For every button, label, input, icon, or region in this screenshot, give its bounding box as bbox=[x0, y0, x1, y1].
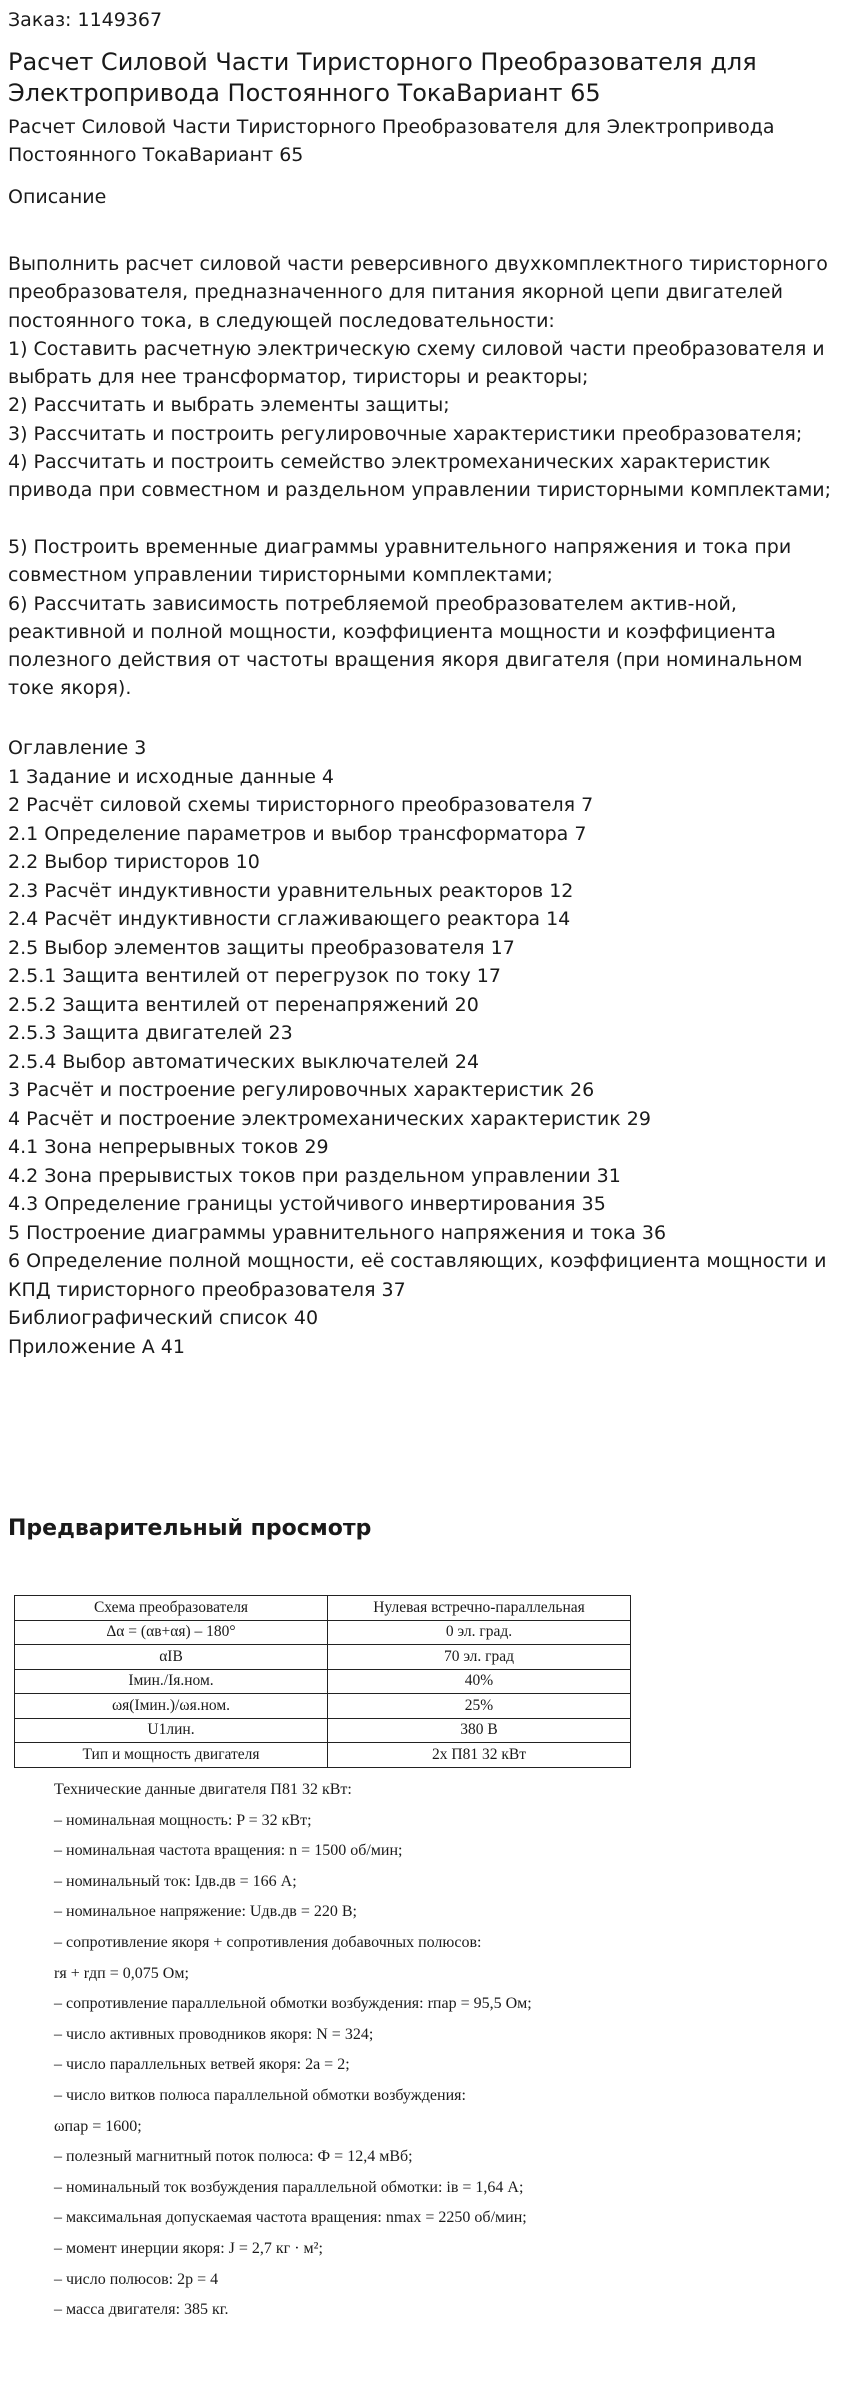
table-cell-param: Iмин./Iя.ном. bbox=[15, 1669, 328, 1694]
toc-item: 2.3 Расчёт индуктивности уравнительных реакторов 12 bbox=[8, 879, 574, 902]
table-cell-value: 2х П81 32 кВт bbox=[328, 1743, 631, 1768]
page-title: Расчет Силовой Части Тиристорного Преобразователя для Электропривода Постоянного ТокаВариант 65 bbox=[8, 48, 757, 107]
motor-spec-line: Технические данные двигателя П81 32 кВт: bbox=[54, 1781, 352, 1798]
motor-spec-line: – номинальное напряжение: Uдв.дв = 220 В; bbox=[54, 1903, 357, 1921]
toc-item: 4.1 Зона непрерывных токов 29 bbox=[8, 1136, 329, 1158]
description-heading: Описание bbox=[8, 186, 107, 208]
table-row bbox=[15, 1743, 631, 1768]
parameters-table bbox=[14, 1595, 631, 1768]
motor-spec-line: – масса двигателя: 385 кг. bbox=[54, 2301, 229, 2319]
description-paragraph: 5) Построить временные диаграммы уравнительного напряжения и тока при совместном управлении тиристорными комплектами; bbox=[8, 535, 792, 587]
toc-item: 4 Расчёт и построение электромеханических характеристик 29 bbox=[8, 1107, 651, 1130]
toc-item: Оглавление 3 bbox=[8, 737, 147, 759]
table-cell-value: 0 эл. град. bbox=[328, 1620, 631, 1645]
table-cell-param: U1лин. bbox=[15, 1718, 328, 1743]
motor-spec-line: – полезный магнитный поток полюса: Ф = 12,4 мВб; bbox=[54, 2148, 413, 2166]
toc-item: 2.5.2 Защита вентилей от перенапряжений 20 bbox=[8, 993, 479, 1016]
table-row bbox=[15, 1620, 631, 1645]
toc-item: Библиографический список 40 bbox=[8, 1307, 319, 1329]
toc-item: 2.5.3 Защита двигателей 23 bbox=[8, 1022, 293, 1044]
motor-spec-line: – номинальная мощность: P = 32 кВт; bbox=[54, 1811, 312, 1829]
toc-item: 1 Задание и исходные данные 4 bbox=[8, 765, 335, 788]
motor-spec-line: – номинальная частота вращения: n = 1500 об/мин; bbox=[54, 1842, 403, 1860]
toc-item: Приложение А 41 bbox=[8, 1335, 185, 1358]
toc-item: 2.5.1 Защита вентилей от перегрузок по току 17 bbox=[8, 965, 501, 987]
motor-spec-line: ωпар = 1600; bbox=[54, 2117, 142, 2135]
motor-spec-line: – момент инерции якоря: J = 2,7 кг · м²; bbox=[54, 2239, 323, 2257]
toc-item: 2.1 Определение параметров и выбор трансформатора 7 bbox=[8, 822, 587, 845]
table-cell-param: Δα = (αв+αя) – 180° bbox=[15, 1620, 328, 1645]
description-paragraph: 4) Рассчитать и построить семейство электромеханических характеристик привода при совместном и раздельном управлении тиристорными комплектами; bbox=[8, 451, 832, 502]
toc-item: 4.3 Определение границы устойчивого инвертирования 35 bbox=[8, 1193, 606, 1215]
description-paragraph: 1) Составить расчетную электрическую схему силовой части преобразователя и выбрать для нее трансформатор, тиристоры и реакторы; bbox=[8, 337, 825, 389]
description-paragraph: 2) Рассчитать и выбрать элементы защиты; bbox=[8, 394, 450, 417]
toc-item: 2.5 Выбор элементов защиты преобразователя 17 bbox=[8, 936, 515, 959]
table-cell-value: 380 В bbox=[328, 1718, 631, 1743]
table-row bbox=[15, 1694, 631, 1719]
description-text bbox=[8, 250, 843, 703]
table-row bbox=[15, 1596, 631, 1621]
table-cell-value: 25% bbox=[328, 1694, 631, 1719]
toc-item: 4.2 Зона прерывистых токов при раздельном управлении 31 bbox=[8, 1164, 621, 1187]
table-cell-value: Нулевая встречно-параллельная bbox=[328, 1596, 631, 1621]
toc-item: 3 Расчёт и построение регулировочных характеристик 26 bbox=[8, 1079, 595, 1101]
motor-spec-line: – число полюсов: 2p = 4 bbox=[54, 2270, 219, 2288]
description-blank bbox=[8, 505, 843, 533]
toc-item: 5 Построение диаграммы уравнительного напряжения и тока 36 bbox=[8, 1221, 667, 1244]
table-cell-value: 70 эл. град bbox=[328, 1645, 631, 1670]
motor-spec-line: – номинальный ток возбуждения параллельной обмотки: iв = 1,64 А; bbox=[54, 2178, 524, 2196]
order-number: Заказ: 1149367 bbox=[8, 9, 163, 31]
motor-spec-line: – число витков полюса параллельной обмотки возбуждения: bbox=[54, 2086, 466, 2104]
motor-spec-line: – номинальный ток: Iдв.дв = 166 А; bbox=[54, 1872, 297, 1890]
table-row bbox=[15, 1645, 631, 1670]
table-cell-param: Тип и мощность двигателя bbox=[15, 1743, 328, 1768]
table-cell-param: ωя(Iмин.)/ωя.ном. bbox=[15, 1694, 328, 1719]
table-row bbox=[15, 1718, 631, 1743]
description-paragraph: 6) Рассчитать зависимость потребляемой преобразователем актив-ной, реактивной и полной мощности, коэффициента мощности и коэффициента полезного действия от частоты вращения якоря двигателя (при номинальном токе якоря). bbox=[8, 592, 803, 700]
toc-item: 2.5.4 Выбор автоматических выключателей 24 bbox=[8, 1050, 480, 1073]
table-row bbox=[15, 1669, 631, 1694]
motor-spec-line: – максимальная допускаемая частота вращения: nmax = 2250 об/мин; bbox=[54, 2209, 527, 2227]
motor-spec-line: – сопротивление параллельной обмотки возбуждения: rпар = 95,5 Ом; bbox=[54, 1995, 532, 2013]
toc-item: 2.2 Выбор тиристоров 10 bbox=[8, 851, 260, 873]
table-of-contents bbox=[8, 734, 843, 1361]
motor-spec-line: – число параллельных ветвей якоря: 2a = 2; bbox=[54, 2056, 350, 2074]
motor-spec-line: – сопротивление якоря + сопротивления добавочных полюсов: bbox=[54, 1933, 482, 1951]
table-cell-param: Схема преобразователя bbox=[15, 1596, 328, 1621]
motor-spec-line: – число активных проводников якоря: N = 324; bbox=[54, 2025, 374, 2043]
table-cell-param: αIВ bbox=[15, 1645, 328, 1670]
motor-spec-line: rя + rдп = 0,075 Ом; bbox=[54, 1964, 189, 1982]
toc-item: 2.4 Расчёт индуктивности сглаживающего реактора 14 bbox=[8, 908, 571, 930]
description-paragraph: Выполнить расчет силовой части реверсивного двухкомплектного тиристорного преобразователя, предназначенного для питания якорной цепи двигателей постоянного тока, в следующей последовательности: bbox=[8, 253, 828, 332]
toc-item: 6 Определение полной мощности, её составляющих, коэффициента мощности и КПД тиристорного преобразователя 37 bbox=[8, 1250, 827, 1301]
motor-specs bbox=[54, 1775, 834, 2326]
preview-heading: Предварительный просмотр bbox=[8, 1516, 372, 1541]
table-cell-value: 40% bbox=[328, 1669, 631, 1694]
toc-item: 2 Расчёт силовой схемы тиристорного преобразователя 7 bbox=[8, 794, 594, 816]
description-paragraph: 3) Рассчитать и построить регулировочные характеристики преобразователя; bbox=[8, 422, 803, 445]
page-subtitle: Расчет Силовой Части Тиристорного Преобразователя для Электропривода Постоянного ТокаВариант 65 bbox=[8, 116, 775, 166]
